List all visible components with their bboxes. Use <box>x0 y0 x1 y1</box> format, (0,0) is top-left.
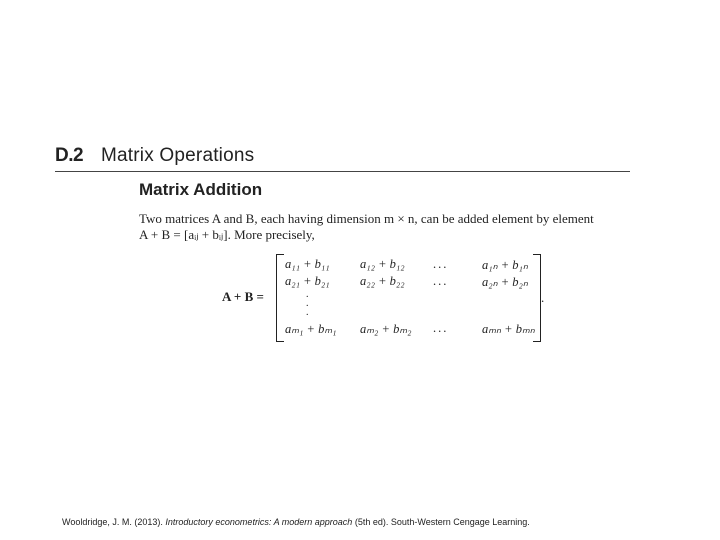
matrix-cell: a₂ₙ + b₂ₙ <box>482 275 528 289</box>
matrix-trailing-period: . <box>541 290 545 305</box>
body-text-line-2: A + B = [aᵢⱼ + bᵢⱼ]. More precisely, <box>139 227 315 242</box>
matrix-ellipsis: ... <box>433 257 449 271</box>
matrix-left-bracket <box>276 254 284 342</box>
body-text-line-1: Two matrices A and B, each having dimension m × n, can be added element by element <box>139 211 594 226</box>
matrix-equation-lhs: A + B = <box>222 289 264 304</box>
matrix-vertical-dot: . <box>306 307 309 318</box>
matrix-vertical-dot: . <box>306 298 309 309</box>
matrix-ellipsis: ... <box>433 274 449 288</box>
matrix-cell: a₁₂ + b₁₂ <box>360 257 405 271</box>
section-heading <box>55 143 630 172</box>
matrix-cell: aₘ₁ + bₘ₁ <box>285 322 337 336</box>
matrix-ellipsis: ... <box>433 321 449 335</box>
matrix-cell: a₁₁ + b₁₁ <box>285 257 330 271</box>
matrix-cell: a₂₁ + b₂₁ <box>285 274 330 288</box>
citation-authors: Wooldridge, J. M. (2013). <box>62 517 166 527</box>
matrix-cell: aₘₙ + bₘₙ <box>482 322 535 336</box>
matrix-cell: a₁ₙ + b₁ₙ <box>482 258 528 272</box>
section-number: D.2 <box>55 145 84 166</box>
section-title: Matrix Operations <box>101 145 255 166</box>
citation-book-title: Introductory econometrics: A modern approach <box>165 517 353 527</box>
citation <box>62 517 530 527</box>
subsection-title: Matrix Addition <box>139 180 263 199</box>
matrix-cell: a₂₂ + b₂₂ <box>360 274 405 288</box>
matrix-vertical-dot: . <box>306 289 309 300</box>
citation-publisher: (5th ed). South-Western Cengage Learning. <box>352 517 530 527</box>
matrix-cell: aₘ₂ + bₘ₂ <box>360 322 412 336</box>
